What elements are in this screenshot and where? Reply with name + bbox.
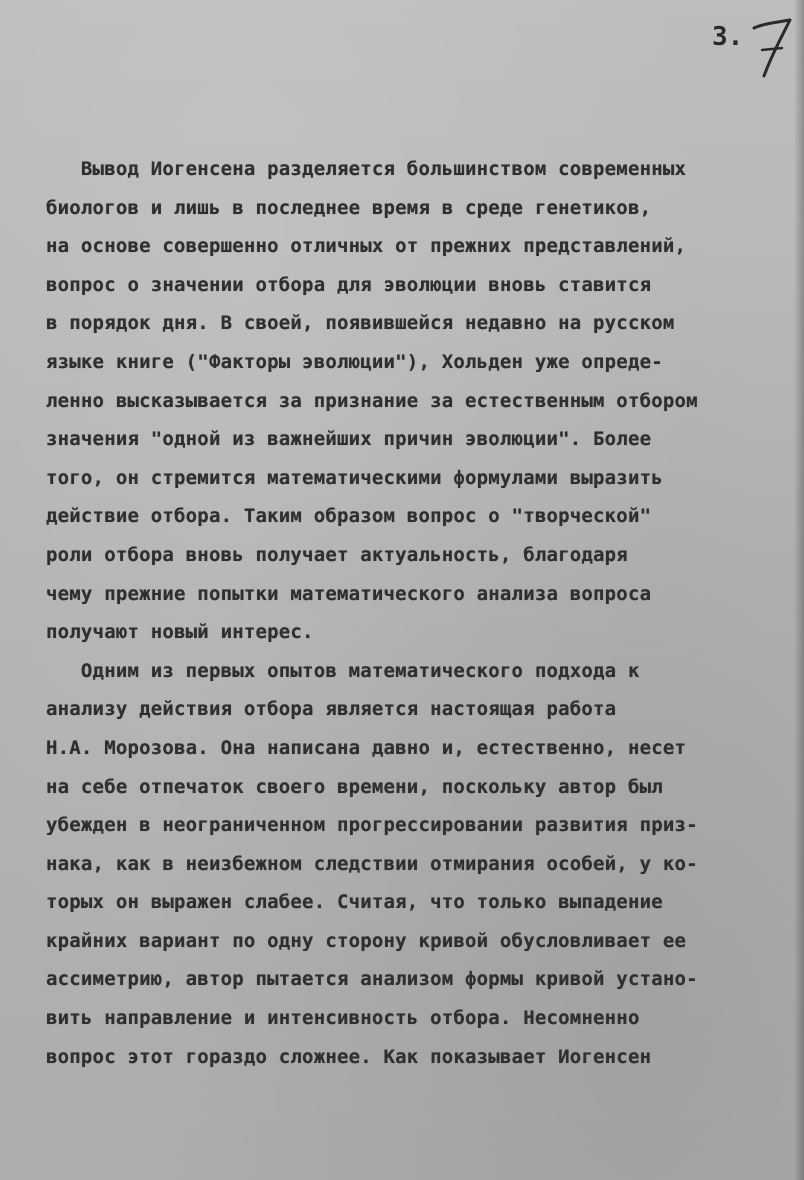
text-line: на основе совершенно отличных от прежних представлений, — [46, 235, 687, 258]
text-line: Вывод Иогенсена разделяется большинством современных — [46, 158, 687, 180]
text-line: Н.А. Морозова. Она написана давно и, естественно, несет — [46, 736, 687, 759]
text-line: Одним из первых опытов математического подхода к — [46, 659, 640, 682]
text-line: того, он стремится математическими формулами выразить — [46, 466, 663, 489]
text-line: крайних вариант по одну сторону кривой обусловливает ее — [46, 929, 687, 952]
text-line: роли отбора вновь получает актуальность, благодаря — [46, 543, 628, 566]
text-line: ленно высказывается за признание за естественным отбором — [46, 389, 698, 412]
text-line: ассиметрию, автор пытается анализом формы кривой устано- — [46, 968, 698, 991]
text-line: убежден в неограниченном прогрессировании развития приз- — [46, 814, 698, 837]
text-line: значения "одной из важнейших причин эволюции". Более — [46, 428, 652, 451]
text-line: получают новый интерес. — [46, 621, 314, 644]
text-line: вопрос о значении отбора для эволюции вновь ставится — [46, 273, 652, 296]
text-line: нака, как в неизбежном следствии отмирания особей, у ко- — [46, 852, 698, 875]
text-line: в порядок дня. В своей, появившейся недавно на русском — [46, 312, 675, 335]
body-text — [46, 150, 796, 1076]
text-line: действие отбора. Таким образом вопрос о "творческой" — [46, 505, 652, 528]
text-line: вопрос этот гораздо сложнее. Как показывает Иогенсен — [46, 1045, 652, 1068]
text-line: чему прежние попытки математического анализа вопроса — [46, 582, 652, 605]
page-number-typed: 3. — [712, 22, 744, 52]
text-line: биологов и лишь в последнее время в среде генетиков, — [46, 196, 652, 219]
text-line: торых он выражен слабее. Считая, что только выпадение — [46, 891, 663, 914]
text-line: на себе отпечаток своего времени, поскольку автор был — [46, 775, 663, 798]
text-line: вить направление и интенсивность отбора. Несомненно — [46, 1007, 640, 1030]
handwritten-page-number — [748, 10, 796, 80]
text-line: языке книге ("Факторы эволюции"), Хольден уже опреде- — [46, 350, 663, 373]
text-line: анализу действия отбора является настоящая работа — [46, 698, 617, 721]
